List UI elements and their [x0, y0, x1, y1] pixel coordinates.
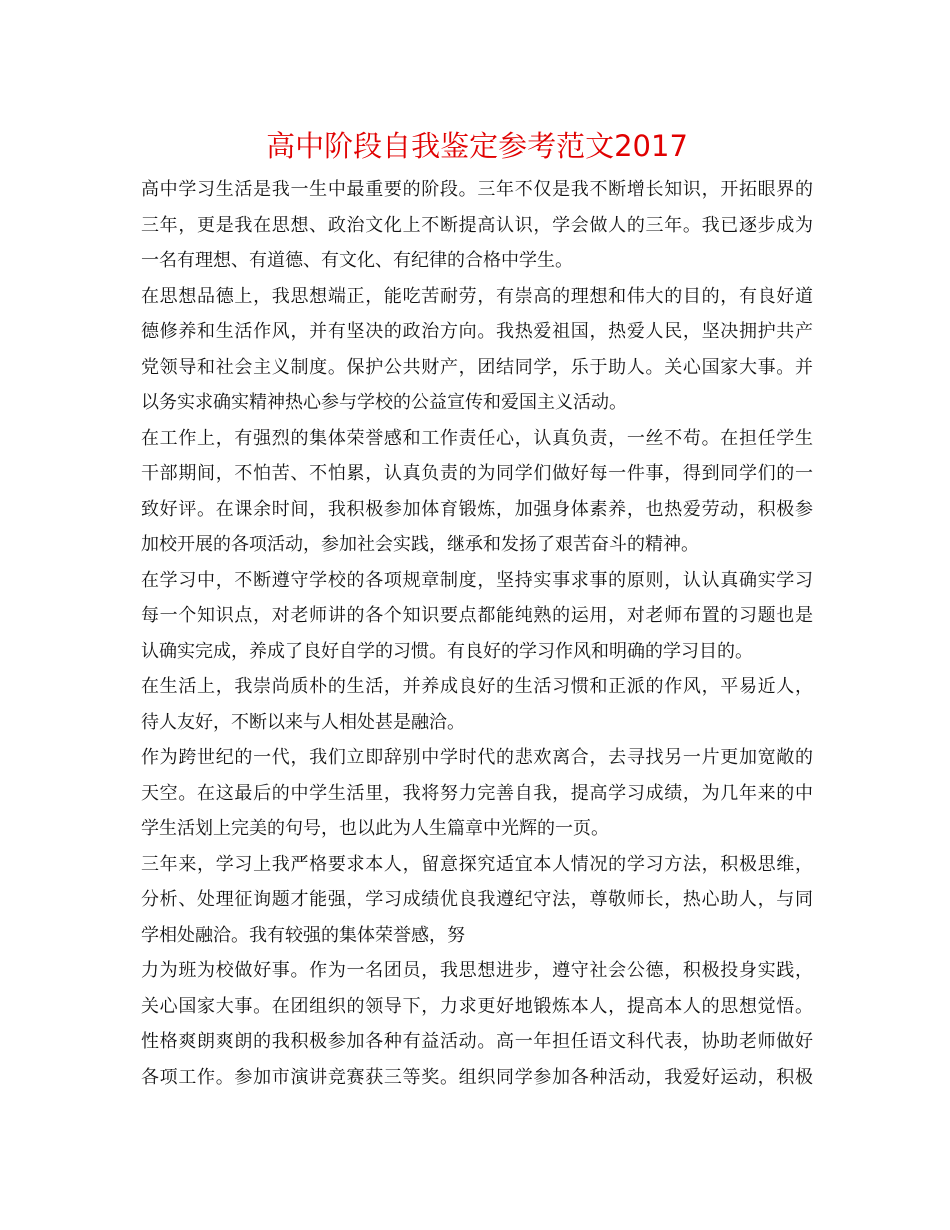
text-line: 认确实完成，养成了良好自学的习惯。有良好的学习作风和明确的学习目的。	[141, 640, 753, 662]
text-line: 关心国家大事。在团组织的领导下，力求更好地锻炼本人，提高本人的思想觉悟。	[141, 995, 813, 1017]
text-line: 作为跨世纪的一代，我们立即辞别中学时代的悲欢离合，去寻找另一片更加宽敞的	[141, 747, 813, 768]
text-line: 加校开展的各项活动，参加社会实践，继承和发扬了艰苦奋斗的精神。	[141, 534, 699, 555]
document-page	[141, 120, 813, 1095]
text-line: 每一个知识点，对老师讲的各个知识要点都能纯熟的运用，对老师布置的习题也是	[141, 605, 813, 626]
text-line: 学生活划上完美的句号，也以此为人生篇章中光辉的一页。	[141, 818, 609, 839]
text-line: 力为班为校做好事。作为一名团员，我思想进步，遵守社会公德，积极投身实践，	[141, 960, 813, 981]
text-line: 党领导和社会主义制度。保护公共财产，团结同学，乐于助人。关心国家大事。并	[141, 356, 813, 378]
text-line: 以务实求确实精神热心参与学校的公益宣传和爱国主义活动。	[141, 392, 627, 413]
text-line: 在学习中，不断遵守学校的各项规章制度，坚持实事求事的原则，认认真确实学习	[141, 569, 813, 591]
text-line: 高中学习生活是我一生中最重要的阶段。三年不仅是我不断增长知识，开拓眼界的	[141, 179, 813, 200]
text-line: 三年，更是我在思想、政治文化上不断提高认识，学会做人的三年。我已逐步成为	[141, 214, 813, 236]
text-line: 在生活上，我崇尚质朴的生活，并养成良好的生活习惯和正派的作风，平易近人，	[141, 676, 813, 697]
text-line: 分析、处理征询题才能强，学习成绩优良我遵纪守法，尊敬师长，热心助人，与同	[141, 889, 813, 910]
text-line: 在工作上，有强烈的集体荣誉感和工作责任心，认真负责，一丝不苟。在担任学生	[141, 427, 813, 449]
text-line: 待人友好，不断以来与人相处甚是融洽。	[141, 711, 465, 733]
text-line: 各项工作。参加市演讲竞赛获三等奖。组织同学参加各种活动，我爱好运动，积极	[141, 1066, 813, 1088]
text-line: 一名有理想、有道德、有文化、有纪律的合格中学生。	[141, 250, 573, 271]
text-line: 干部期间，不怕苦、不怕累，认真负责的为同学们做好每一件事，得到同学们的一	[141, 463, 813, 484]
text-line: 在思想品德上，我思想端正，能吃苦耐劳，有崇高的理想和伟大的目的，有良好道	[141, 285, 813, 307]
document-title: 高中阶段自我鉴定参考范文2017	[266, 129, 688, 163]
text-line: 天空。在这最后的中学生活里，我将努力完善自我，提高学习成绩，为几年来的中	[141, 782, 813, 804]
text-line: 三年来，学习上我严格要求本人，留意探究适宜本人情况的学习方法，积极思维，	[141, 853, 813, 875]
document-body	[141, 172, 813, 1095]
text-line: 德修养和生活作风，并有坚决的政治方向。我热爱祖国，热爱人民，坚决拥护共产	[141, 321, 813, 342]
text-line: 学相处融洽。我有较强的集体荣誉感，努	[141, 924, 465, 946]
text-line: 性格爽朗爽朗的我积极参加各种有益活动。高一年担任语文科代表，协助老师做好	[141, 1031, 813, 1052]
text-line: 致好评。在课余时间，我积极参加体育锻炼，加强身体素养，也热爱劳动，积极参	[141, 498, 813, 520]
